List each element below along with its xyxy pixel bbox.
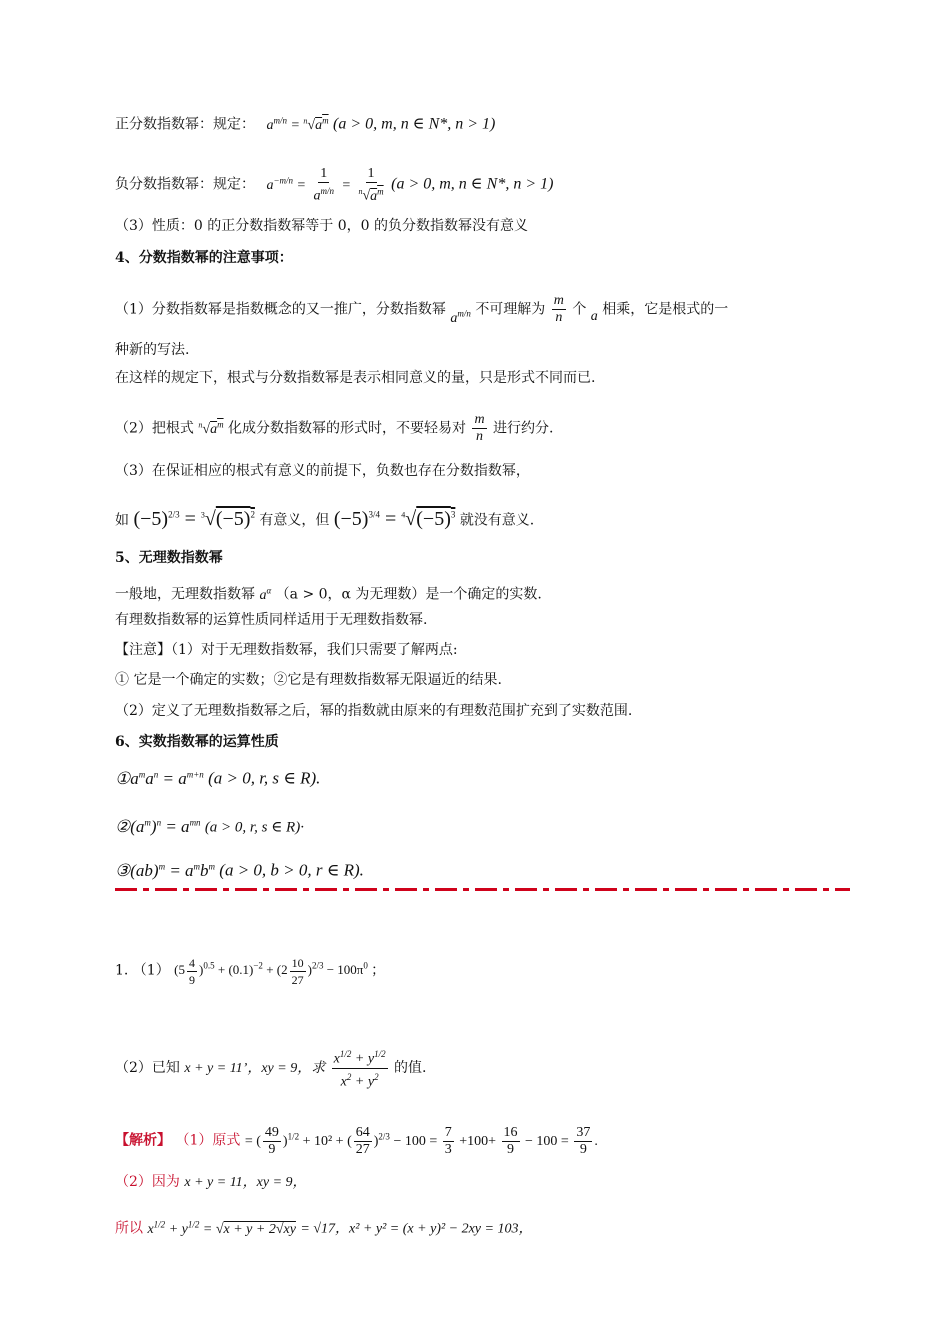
note-3-example: 如 $(-5)^{2/3} = ^3√(-5)^2$ 有意义，但 $(-5)^{3/4} = ^4√(-5)^3$ 就没有意义.: [115, 507, 535, 530]
solution-1-math: = ( $\frac{49}{9}$ )$^{1/2}$ + 10² + ( $\frac{64}{27}$ )$^{2/3}$ − 100 = $\frac{7}{3}$ +100+ $\frac{16}{9}$ − 100 = $\frac{37}{9}$ .: [244, 1125, 598, 1157]
exercise-2: （2）已知 x + y = 11’，xy = 9，求 $\frac{x^{1/2} + y^{1/2}}{x^2 + y^2}$ 的值.: [115, 1046, 426, 1090]
solution-label: 【解析】: [115, 1132, 171, 1149]
negative-exponent-rule: [115, 166, 553, 205]
exercise-1: 1. （1） (5 $\frac{4}{9}$ )$^{0.5} + (0.1)^{-2} + (2$ $\frac{10}{27}$ )$^{2/3} - 100\pi^0$ ；: [115, 956, 386, 987]
math-a: a: [590, 308, 598, 324]
positive-exponent-rule: [115, 110, 495, 136]
math-a-m-n: $a^{m/n}$: [450, 307, 471, 326]
exercise-1-expression: (5 $\frac{4}{9}$ )$^{0.5} + (0.1)^{-2} + (2$ $\frac{10}{27}$ )$^{2/3} - 100\pi^0$: [174, 956, 368, 987]
exercise-2-fraction: $\frac{x^{1/2} + y^{1/2}}{x^2 + y^2}$: [332, 1046, 388, 1090]
math-example-valid: $(-5)^{2/3} = ^3√(-5)^2$: [133, 507, 255, 530]
irrational-intro: 一般地，无理数指数幂 $a^\alpha$ （a > 0，α 为无理数）是一个确定的实数.: [115, 585, 542, 603]
formula-lhs: $a^{m/n} = ^n√a^m$: [259, 115, 329, 133]
section-heading-4: 4、分数指数幂的注意事项：: [115, 250, 293, 266]
irrational-points: ① 它是一个确定的实数；②它是有理数指数幂无限逼近的结果.: [115, 672, 502, 688]
solution-2: （2）因为 x + y = 11，xy = 9，: [115, 1174, 307, 1190]
property-line: （3）性质：0 的正分数指数幂等于 0，0 的负分数指数幂没有意义: [115, 218, 528, 234]
rule-label: 负分数指数幂：规定：: [115, 176, 255, 193]
formula-condition: (a > 0, m, n ∈ N*, n > 1): [333, 115, 496, 133]
math-a-alpha: $a^\alpha$: [259, 585, 272, 603]
math-radical: $^n√a^m$: [198, 418, 224, 437]
solution-1: 【解析】 （1）原式 = ( $\frac{49}{9}$ )$^{1/2}$ + 10² + ( $\frac{64}{27}$ )$^{2/3}$ − 100 = $\frac{7}{3}$ +100+ $\frac{16}{9}$ − 100 = $\frac{37}{9}$ .: [115, 1125, 598, 1157]
note-1-explain: 在这样的规定下，根式与分数指数幂是表示相同意义的量，只是形式不同而已.: [115, 370, 596, 386]
formula-lhs: $a^{-m/n}$ = $\frac{1}{a^{m/n}}$ = $\frac{1}{^n√a^m}$: [259, 166, 384, 204]
real-rule-1: $①a^ma^n = a^{m+n}$ (a > 0, r, s ∈ R).: [115, 768, 321, 788]
section-heading-5: 5、无理数指数幂: [115, 550, 223, 566]
fraction-m-over-n: $\frac{m}{n}$: [474, 412, 485, 444]
irrational-property: 有理数指数幂的运算性质同样适用于无理数指数幂.: [115, 612, 428, 628]
real-rule-3: ③(ab)$^m$ = $a^mb^m$ (a > 0, b > 0, r ∈ R).: [115, 860, 364, 880]
section-divider: [115, 888, 850, 891]
note-1-cont: 种新的写法.: [115, 342, 190, 358]
note-3: （3）在保证相应的根式有意义的前提下，负数也存在分数指数幂，: [115, 463, 530, 479]
solution-3-math: $x^{1/2} + y^{1/2} = √x + y + 2√xy$: [147, 1219, 296, 1237]
formula-condition: (a > 0, m, n ∈ N*, n > 1): [391, 175, 554, 193]
rule-label: 正分数指数幂：规定：: [115, 116, 255, 133]
real-rule-2: $②(a^m)^n = a^{mn}$ (a > 0, r, s ∈ R)·: [115, 816, 304, 836]
irrational-extension: （2）定义了无理数指数幂之后，幂的指数就由原来的有理数范围扩充到了实数范围.: [115, 703, 633, 719]
note-2: （2）把根式 $^n√a^m$ 化成分数指数幂的形式时，不要轻易对 $\frac{m}{n}$ 进行约分.: [115, 412, 554, 444]
solution-3: 所以 $x^{1/2} + y^{1/2} = √x + y + 2√xy = √17$，x² + y² = (x + y)² − 2xy = 103，: [115, 1219, 533, 1237]
note-1: （1）分数指数幂是指数概念的又一推广，分数指数幂 $a^{m/n}$ 不可理解为 $\frac{m}{n}$ 个 a 相乘，它是根式的一: [115, 293, 729, 326]
math-example-invalid: $(-5)^{3/4} = ^4√(-5)^3$: [333, 507, 456, 530]
section-heading-6: 6、实数指数幂的运算性质: [115, 734, 279, 750]
fraction-m-over-n: $\frac{m}{n}$: [553, 293, 564, 325]
irrational-note: 【注意】（1）对于无理数指数幂，我们只需要了解两点:: [115, 642, 458, 658]
